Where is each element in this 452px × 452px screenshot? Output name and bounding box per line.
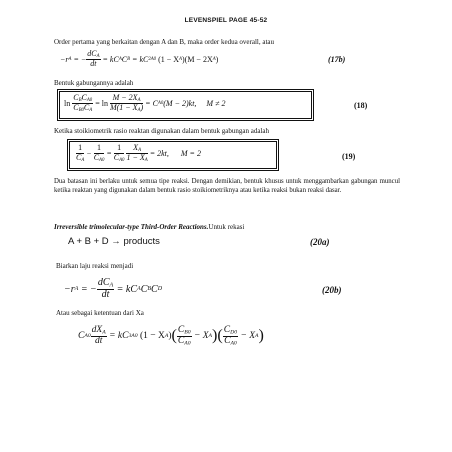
equation-19: $\frac{1}{C_A}$ − $\frac{1}{C_{A0}}$ = $\frac{1}{C_{A0}}$ $\frac{X_A}{1 - X_A}$ = 2kt, M = 2 [76, 143, 201, 164]
equation-17b: −r A = − $\frac{dC_A}{dt}$ = kC A C B = kC 2 A0 (1 − X A )(M − 2X A ) [60, 49, 219, 69]
equation-17b-number: (17b) [328, 55, 346, 64]
equation-19-number: (19) [342, 152, 356, 161]
equation-xa-fraction-1: $\frac{dX_A}{dt}$ [91, 325, 106, 346]
equation-18: ln $\frac{C_BC_{A0}}{C_{B0}C_A}$ = ln $\frac{M - 2X_A}{M(1 - X_A)}$ = C A0 (M − 2)kt, M ≠ 2 [64, 93, 226, 114]
page-header: LEVENSPIEL PAGE 45-52 [184, 17, 268, 24]
equation-19-fraction-1: $\frac{1}{C_A}$ [76, 143, 85, 163]
section-heading: Irreversible trimolecular-type Third-Order Reactions. [54, 223, 209, 231]
equation-19-fraction-3: $\frac{1}{C_{A0}}$ [113, 143, 125, 163]
equation-18-number: (18) [354, 101, 368, 110]
paragraph-5 [54, 223, 244, 232]
paragraph-7: Atau sebagai ketentuan dari Xa [56, 309, 144, 317]
paragraph-6: Biarkan laju reaksi menjadi [56, 262, 134, 270]
equation-20b: −r A = − $\frac{dC_A}{dt}$ = kC A C B C D [64, 277, 163, 300]
equation-18-fraction-2: $\frac{M - 2X_A}{M(1 - X_A)}$ [109, 93, 144, 114]
equation-20a-number: (20a) [310, 237, 330, 247]
paragraph-1: Order pertama yang berkaitan dengan A dan B, maka order kedua overall, atau [54, 38, 275, 46]
equation-xa: C A0 $\frac{dX_A}{dt}$ = kC 3 A0 (1 − X A ) ( $\frac{C_{B0}}{C_{A0}}$ − X A ) ( $\frac{C_{D0}}{C_{A0}}$ − X A ) [78, 325, 264, 347]
equation-20b-fraction: $\frac{dC_A}{dt}$ [97, 277, 114, 300]
equation-18-fraction-1: $\frac{C_BC_{A0}}{C_{B0}C_A}$ [73, 93, 93, 114]
equation-19-fraction-4: $\frac{X_A}{1 - X_A}$ [126, 143, 148, 164]
paragraph-4: Dua batasan ini berlaku untuk semua tipe reaksi. Dengan demikian, bentuk khusus untuk menggambarkan gabungan muncul ketika reaktan yang digunakan dalam bentuk rasio stoikiometriknya atau ketika reaksi bukan reaksi dasar. [54, 178, 400, 194]
equation-xa-fraction-3: $\frac{C_{D0}}{C_{A0}}$ [223, 325, 238, 347]
equation-19-fraction-2: $\frac{1}{C_{A0}}$ [93, 143, 105, 163]
paragraph-3: Ketika stoikiometrik rasio reaktan digunakan dalam bentuk gabungan adalah [54, 127, 269, 135]
paragraph-2: Bentuk gabungannya adalah [54, 79, 134, 87]
paragraph-5-rest: Untuk rekasi [208, 223, 245, 231]
equation-20a: A + B + D → products [68, 236, 160, 247]
equation-17b-fraction: $\frac{dC_A}{dt}$ [87, 49, 100, 69]
equation-20b-number: (20b) [322, 285, 342, 295]
equation-xa-fraction-2: $\frac{C_{B0}}{C_{A0}}$ [177, 325, 191, 347]
